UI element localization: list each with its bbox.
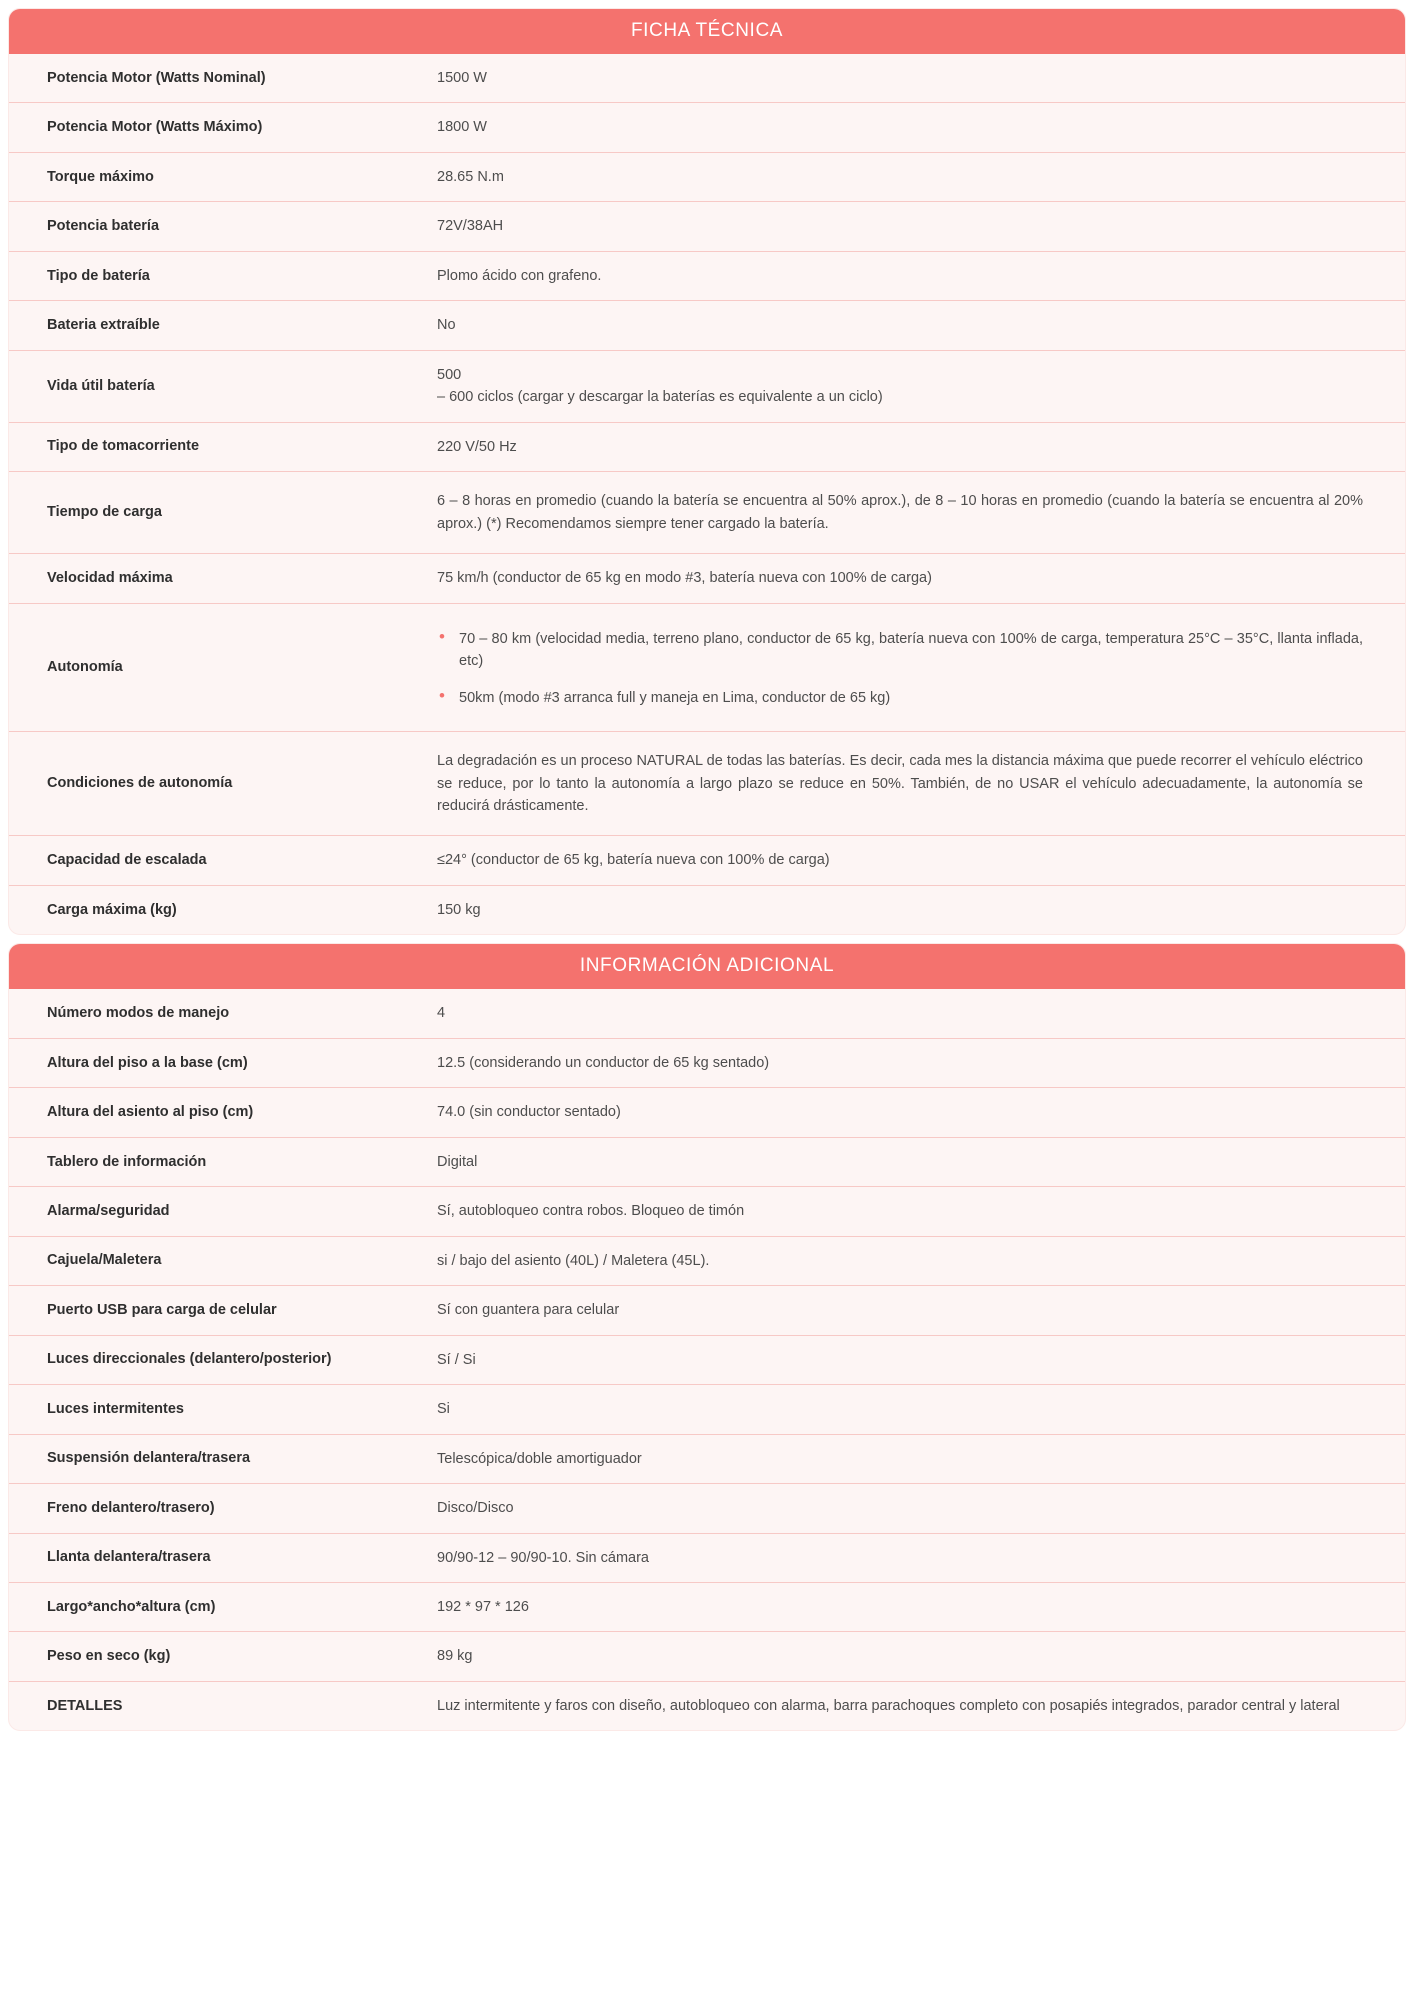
table-row — [9, 1434, 1405, 1483]
spec-label: Tipo de batería — [47, 267, 150, 284]
table-row — [9, 1038, 1405, 1087]
spec-value: 90/90-12 – 90/90-10. Sin cámara — [437, 1549, 649, 1566]
spec-label: Luces intermitentes — [47, 1400, 184, 1417]
spec-label: Potencia Motor (Watts Nominal) — [47, 69, 266, 86]
spec-value: 28.65 N.m — [437, 168, 504, 185]
spec-label: Cajuela/Maletera — [47, 1252, 162, 1269]
table-row — [9, 350, 1405, 422]
spec-card — [8, 943, 1406, 1731]
spec-value: 150 kg — [437, 901, 481, 918]
spec-value-lines — [437, 364, 1363, 409]
spec-value: Sí, autobloqueo contra robos. Bloqueo de timón — [437, 1203, 745, 1220]
spec-value: La degradación es un proceso NATURAL de todas las baterías. Es decir, cada mes la distancia máxima que puede recorrer el vehículo eléctrico se reduce, por lo tanto la autonomía a largo plazo se reduce en 50%. También, de no USAR el vehículo adecuadamente, la autonomía se reducirá drásticamente. — [437, 753, 1363, 814]
spec-label: Potencia Motor (Watts Máximo) — [47, 119, 263, 136]
table-row — [9, 1484, 1405, 1533]
spec-value — [429, 350, 1405, 422]
spec-value: ≤24° (conductor de 65 kg, batería nueva con 100% de carga) — [437, 852, 830, 869]
table-row — [9, 1236, 1405, 1285]
table-row — [9, 251, 1405, 300]
table-row — [9, 885, 1405, 934]
spec-table — [9, 989, 1405, 1730]
table-row — [9, 1335, 1405, 1384]
spec-value: Plomo ácido con grafeno. — [437, 267, 602, 284]
table-row — [9, 1088, 1405, 1137]
spec-value-line: 500 — [437, 366, 462, 383]
spec-label: Altura del asiento al piso (cm) — [47, 1104, 254, 1121]
spec-value: 6 – 8 horas en promedio (cuando la batería se encuentra al 50% aprox.), de 8 – 10 horas en promedio (cuando la batería se encuentra al 20% aprox.) (*) Recomendamos siempre tener cargado la batería. — [437, 493, 1363, 532]
table-row — [9, 1583, 1405, 1632]
spec-sections — [8, 8, 1406, 1731]
spec-label: Bateria extraíble — [47, 317, 160, 334]
table-row — [9, 103, 1405, 152]
spec-card — [8, 8, 1406, 935]
spec-value: 72V/38AH — [437, 218, 504, 235]
spec-value: Disco/Disco — [437, 1500, 514, 1517]
table-row — [9, 1286, 1405, 1335]
spec-label: Velocidad máxima — [47, 569, 173, 586]
spec-label: Tiempo de carga — [47, 504, 162, 521]
spec-value: Telescópica/doble amortiguador — [437, 1450, 642, 1467]
spec-label: Alarma/seguridad — [47, 1202, 170, 1219]
spec-label: Vida útil batería — [47, 377, 155, 394]
spec-value: 1800 W — [437, 119, 487, 136]
table-row — [9, 472, 1405, 554]
spec-value — [429, 603, 1405, 731]
table-row — [9, 1187, 1405, 1236]
spec-label: Condiciones de autonomía — [47, 775, 233, 792]
spec-label: Tablero de información — [47, 1153, 207, 1170]
spec-label: Altura del piso a la base (cm) — [47, 1054, 248, 1071]
spec-value: 220 V/50 Hz — [437, 438, 517, 455]
spec-label: Peso en seco (kg) — [47, 1648, 171, 1665]
spec-value: 89 kg — [437, 1648, 473, 1665]
spec-value: 4 — [437, 1005, 446, 1022]
spec-value: Si — [437, 1401, 450, 1418]
spec-value-list — [437, 628, 1363, 709]
section-title: INFORMACIÓN ADICIONAL — [9, 944, 1405, 989]
section-title: FICHA TÉCNICA — [9, 9, 1405, 54]
spec-label: Torque máximo — [47, 168, 154, 185]
spec-label: Freno delantero/trasero) — [47, 1499, 215, 1516]
spec-label: Carga máxima (kg) — [47, 901, 177, 918]
spec-value: 192 * 97 * 126 — [437, 1599, 529, 1615]
spec-value-line: – 600 ciclos (cargar y descargar la baterías es equivalente a un ciclo) — [437, 389, 883, 406]
spec-label: Llanta delantera/trasera — [47, 1549, 211, 1566]
list-item: • 70 – 80 km (velocidad media, terreno plano, conductor de 65 kg, batería nueva con 100% de carga, temperatura 25°C – 35°C, llanta inflada, etc) — [437, 628, 1363, 673]
spec-value: si / bajo del asiento (40L) / Maletera (45L). — [437, 1252, 710, 1269]
spec-value: Sí con guantera para celular — [437, 1302, 620, 1319]
spec-label: Tipo de tomacorriente — [47, 438, 200, 455]
spec-label: Puerto USB para carga de celular — [47, 1301, 277, 1318]
spec-label: Largo*ancho*altura (cm) — [47, 1598, 216, 1615]
spec-value: 74.0 (sin conductor sentado) — [437, 1104, 621, 1121]
table-row — [9, 554, 1405, 603]
table-row — [9, 603, 1405, 731]
table-row — [9, 152, 1405, 201]
spec-label: Suspensión delantera/trasera — [47, 1450, 251, 1467]
table-row — [9, 1137, 1405, 1186]
table-row — [9, 989, 1405, 1038]
table-row — [9, 1533, 1405, 1582]
spec-value: 12.5 (considerando un conductor de 65 kg sentado) — [437, 1054, 770, 1071]
list-item: • 50km (modo #3 arranca full y maneja en Lima, conductor de 65 kg) — [437, 687, 1363, 709]
spec-label: Potencia batería — [47, 218, 160, 235]
table-row — [9, 54, 1405, 103]
spec-value: Digital — [437, 1153, 478, 1170]
spec-value: No — [437, 317, 456, 334]
table-row — [9, 1632, 1405, 1681]
spec-value: Luz intermitente y faros con diseño, autobloqueo con alarma, barra parachoques completo con posapiés integrados, parador central y lateral — [437, 1697, 1340, 1714]
spec-label: Capacidad de escalada — [47, 852, 207, 869]
table-row — [9, 202, 1405, 251]
spec-value: Sí / Si — [437, 1351, 476, 1368]
spec-value: 75 km/h (conductor de 65 kg en modo #3, batería nueva con 100% de carga) — [437, 570, 932, 587]
spec-label: Autonomía — [47, 658, 123, 675]
spec-label: Luces direccionales (delantero/posterior) — [47, 1351, 332, 1368]
spec-table — [9, 54, 1405, 934]
spec-label: DETALLES — [47, 1697, 123, 1714]
spec-value: 1500 W — [437, 70, 487, 86]
table-row — [9, 422, 1405, 471]
table-row — [9, 1681, 1405, 1730]
table-row — [9, 732, 1405, 836]
spec-label: Número modos de manejo — [47, 1005, 230, 1022]
table-row — [9, 301, 1405, 350]
table-row — [9, 836, 1405, 885]
table-row — [9, 1385, 1405, 1434]
